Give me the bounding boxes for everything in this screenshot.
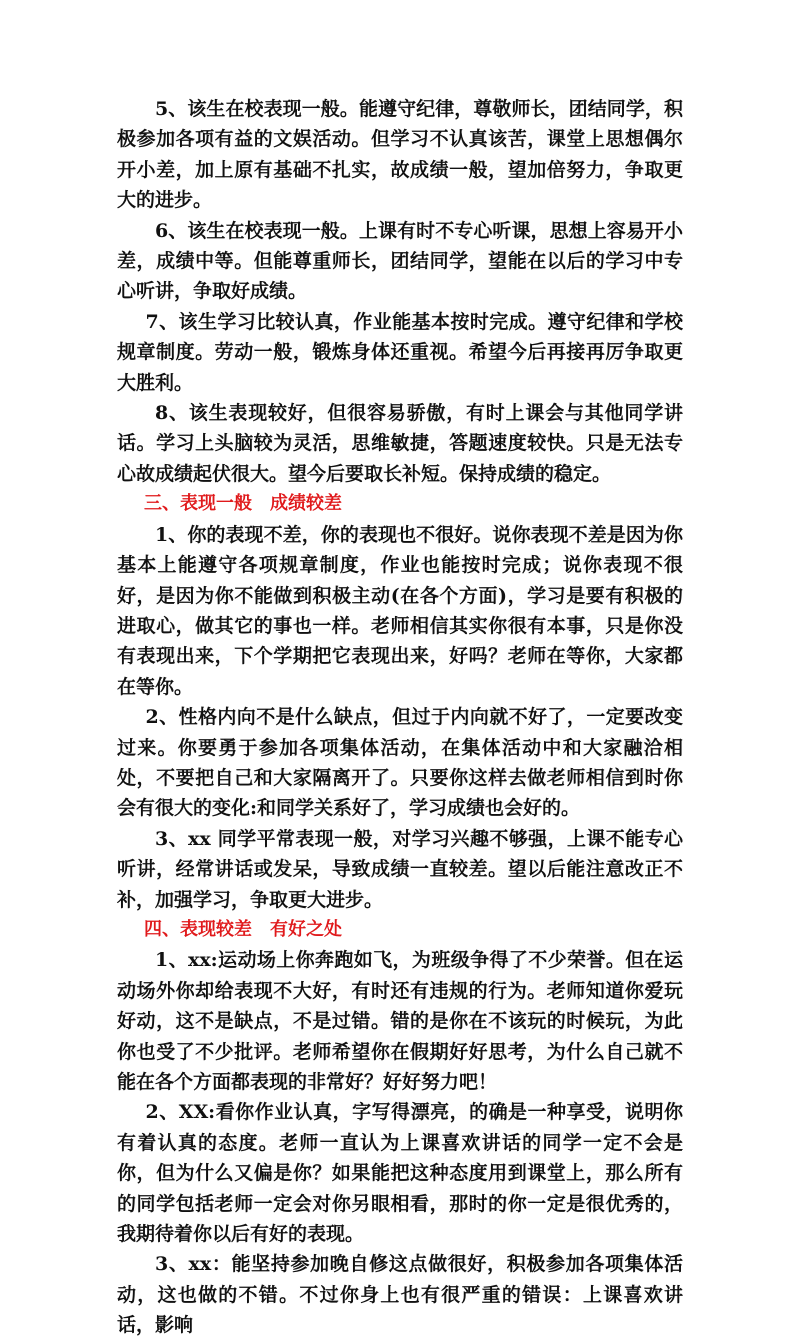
paragraph-6: 6、该生在校表现一般。上课有时不专心听课，思想上容易开小差，成绩中等。但能尊重师长，团结同学，望能在以后的学习中专心听讲，争取好成绩。 [117,219,683,303]
paragraph-4-3: 3、xx：能坚持参加晚自修这点做很好，积极参加各项集体活动，这也做的不错。不过你身上也有很严重的错误：上课喜欢讲话，影响 [117,1253,683,1337]
paragraph-3-2: 2、性格内向不是什么缺点，但过于内向就不好了，一定要改变过来。你要勇于参加各项集体活动，在集体活动中和大家融洽相处，不要把自己和大家隔离开了。只要你这样去做老师相信到时你会有很大的变化:和同学关系好了，学习成绩也会好的。 [117,706,683,820]
paragraph-7: 7、该生学习比较认真，作业能基本按时完成。遵守纪律和学校规章制度。劳动一般，锻炼身体还重视。希望今后再接再厉争取更大胜利。 [117,310,683,394]
section-heading-4: 四、表现较差 有好之处 [144,918,342,940]
paragraph-8: 8、该生表现较好，但很容易骄傲，有时上课会与其他同学讲话。学习上头脑较为灵活，思维敏捷，答题速度较快。只是无法专心故成绩起伏很大。望今后要取长补短。保持成绩的稳定。 [117,402,683,485]
paragraph-3-3: 3、xx 同学平常表现一般，对学习兴趣不够强，上课不能专心听讲，经常讲话或发呆，导致成绩一直较差。望以后能注意改正不补，加强学习，争取更大进步。 [117,827,683,911]
document-page [117,94,683,1341]
paragraph-4-1: 1、xx:运动场上你奔跑如飞，为班级争得了不少荣誉。但在运动场外你却给表现不大好，有时还有违规的行为。老师知道你爱玩好动，这不是缺点，不是过错。错的是你在不该玩的时候玩，为此你也受了不少批评。老师希望你在假期好好思考，为什么自己就不能在各个方面都表现的非常好？好好努力吧！ [117,949,683,1093]
paragraph-4-2: 2、XX:看你作业认真，字写得漂亮，的确是一种享受，说明你有着认真的态度。老师一直认为上课喜欢讲话的同学一定不会是你，但为什么又偏是你？如果能把这种态度用到课堂上，那么所有的同学包括老师一定会对你另眼相看，那时的你一定是很优秀的，我期待着你以后有好的表现。 [117,1101,683,1246]
section-heading-3: 三、表现一般 成绩较差 [144,493,342,515]
paragraph-3-1: 1、你的表现不差，你的表现也不很好。说你表现不差是因为你基本上能遵守各项规章制度，作业也能按时完成；说你表现不很好，是因为你不能做到积极主动(在各个方面)，学习是要有积极的进取心，做其它的事也一样。老师相信其实你很有本事，只是你没有表现出来，下个学期把它表现出来，好吗？老师在等你，大家都在等你。 [117,523,683,698]
paragraph-5: 5、该生在校表现一般。能遵守纪律，尊敬师长，团结同学，积极参加各项有益的文娱活动。但学习不认真该苦，课堂上思想偶尔开小差，加上原有基础不扎实，故成绩一般，望加倍努力，争取更大的进步。 [117,98,683,212]
